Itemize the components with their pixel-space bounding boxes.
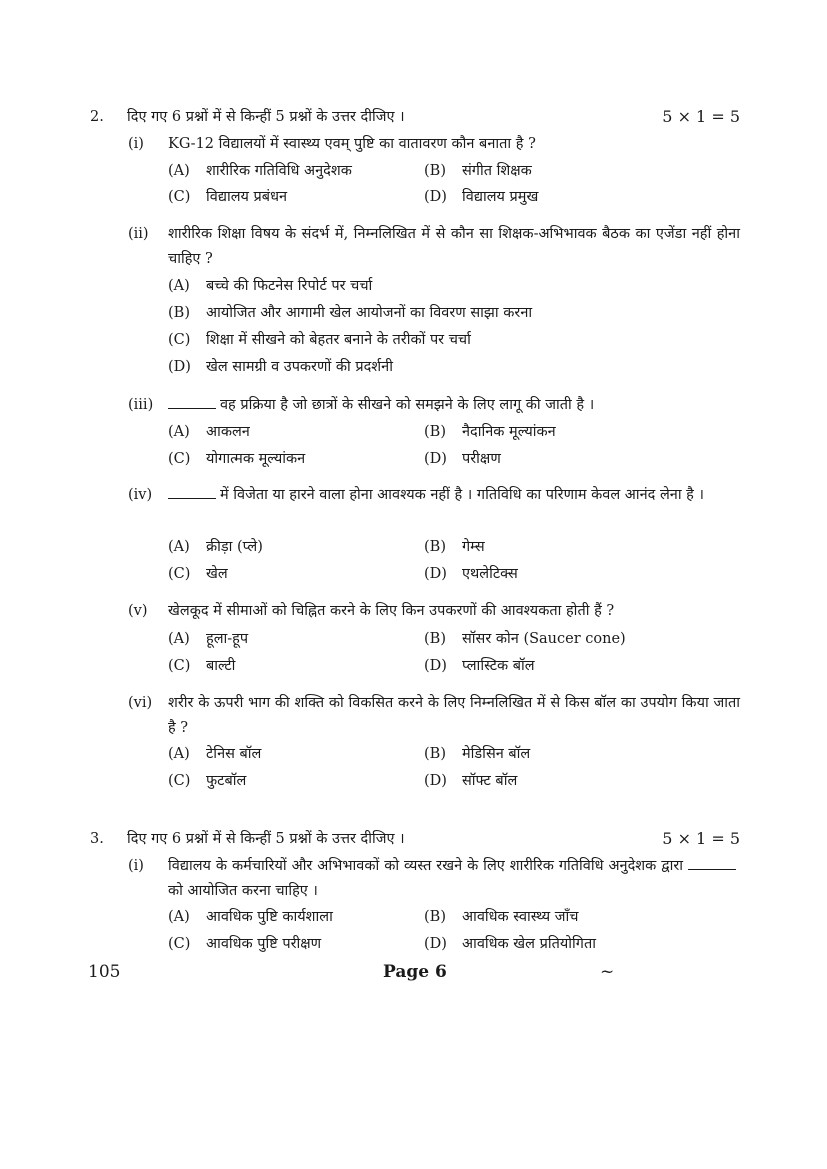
option	[424, 744, 530, 764]
option	[168, 744, 261, 764]
option	[168, 771, 246, 791]
option	[168, 629, 248, 649]
option-label: (A)	[168, 746, 190, 762]
option-label: (B)	[424, 424, 446, 440]
question-text: में विजेता या हारने वाला होना आवश्यक नहीं है । गतिविधि का परिणाम केवल आनंद लेना है ।	[220, 487, 704, 503]
section-number: 2.	[90, 109, 104, 125]
option-label: (A)	[168, 163, 190, 179]
option	[168, 422, 250, 442]
option	[168, 907, 333, 927]
question-number: (ii)	[128, 226, 149, 242]
question-text: विद्यालय के कर्मचारियों और अभिभावकों को व्यस्त रखने के लिए शारीरिक गतिविधि अनुदेशक द्वारा	[168, 858, 684, 874]
option-label: (C)	[168, 451, 191, 467]
option-label: (C)	[168, 658, 191, 674]
question-text: खेलकूद में सीमाओं को चिह्नित करने के लिए किन उपकरणों की आवश्यकता होती हैं ?	[168, 603, 615, 619]
option	[168, 564, 228, 584]
question-text-after: को आयोजित करना चाहिए ।	[168, 883, 318, 899]
section-instruction: दिए गए 6 प्रश्नों में से किन्हीं 5 प्रश्नों के उत्तर दीजिए ।	[127, 831, 405, 847]
option-label: (D)	[424, 658, 447, 674]
question	[128, 393, 740, 418]
option	[424, 537, 485, 557]
option-text: बच्चे की फिटनेस रिपोर्ट पर चर्चा	[206, 278, 373, 294]
option-text: टेनिस बॉल	[206, 746, 262, 762]
question-number: (vi)	[128, 695, 153, 711]
option-label: (D)	[424, 936, 447, 952]
option-label: (A)	[168, 909, 190, 925]
option	[424, 629, 626, 649]
option-text: सॉफ्ट बॉल	[462, 773, 518, 789]
option-text: शारीरिक गतिविधि अनुदेशक	[206, 163, 352, 179]
option-text: आकलन	[206, 424, 250, 440]
option-label: (D)	[424, 566, 447, 582]
option-label: (D)	[424, 451, 447, 467]
option-text: खेल सामग्री व उपकरणों की प्रदर्शनी	[206, 359, 393, 375]
option-text: आवधिक पुष्टि कार्यशाला	[206, 909, 333, 925]
option-text: आयोजित और आगामी खेल आयोजनों का विवरण साझा करना	[206, 305, 533, 321]
question	[128, 599, 740, 624]
option-text: गेम्स	[462, 539, 485, 555]
question-text: वह प्रक्रिया है जो छात्रों के सीखने को समझने के लिए लागू की जाती है ।	[220, 397, 595, 413]
question-number: (i)	[128, 136, 144, 152]
option-text: परीक्षण	[462, 451, 501, 467]
answer-blank	[168, 486, 216, 499]
option	[424, 422, 556, 442]
option-label: (A)	[168, 424, 190, 440]
option-label: (D)	[424, 773, 447, 789]
option	[424, 907, 578, 927]
option	[168, 449, 305, 469]
section-marks: 5 × 1 = 5	[662, 829, 740, 848]
option	[168, 357, 393, 377]
footer-mark: ~	[600, 962, 615, 982]
option-text: शिक्षा में सीखने को बेहतर बनाने के तरीकों पर चर्चा	[206, 332, 471, 348]
option-text: बाल्टी	[206, 658, 236, 674]
option-text: आवधिक पुष्टि परीक्षण	[206, 936, 322, 952]
section-number: 3.	[90, 831, 104, 847]
option	[168, 187, 287, 207]
option-label: (D)	[168, 359, 191, 375]
question-number: (v)	[128, 603, 148, 619]
option	[424, 934, 596, 954]
question	[128, 854, 740, 904]
option-text: संगीत शिक्षक	[462, 163, 532, 179]
option-text: प्लास्टिक बॉल	[462, 658, 535, 674]
question-text: शरीर के ऊपरी भाग की शक्ति को विकसित करने के लिए निम्नलिखित में से किस बॉल का उपयोग किया जाता है ?	[168, 695, 740, 736]
answer-blank	[168, 396, 216, 409]
question	[128, 132, 740, 157]
question-text: KG-12 विद्यालयों में स्वास्थ्य एवम् पुष्टि का वातावरण कौन बनाता है ?	[168, 136, 536, 152]
option	[168, 303, 532, 323]
option-label: (C)	[168, 189, 191, 205]
option-text: सॉसर कोन (Saucer cone)	[462, 631, 626, 647]
option-label: (C)	[168, 566, 191, 582]
option	[168, 934, 321, 954]
option	[168, 537, 263, 557]
option-label: (C)	[168, 936, 191, 952]
option-label: (B)	[424, 163, 446, 179]
option	[168, 161, 352, 181]
answer-blank	[688, 857, 736, 870]
option-label: (C)	[168, 773, 191, 789]
question-number: (iii)	[128, 397, 154, 413]
option-text: फुटबॉल	[206, 773, 247, 789]
option-label: (C)	[168, 332, 191, 348]
option-label: (B)	[424, 909, 446, 925]
option-text: मेडिसिन बॉल	[462, 746, 531, 762]
option-label: (B)	[168, 305, 190, 321]
option	[424, 771, 517, 791]
page-number: Page 6	[383, 962, 447, 982]
section-instruction: दिए गए 6 प्रश्नों में से किन्हीं 5 प्रश्नों के उत्तर दीजिए ।	[127, 109, 405, 125]
option	[424, 161, 532, 181]
option-label: (A)	[168, 278, 190, 294]
question-number: (i)	[128, 858, 144, 874]
question	[128, 691, 740, 741]
option-text: आवधिक स्वास्थ्य जाँच	[462, 909, 579, 925]
section-marks: 5 × 1 = 5	[662, 107, 740, 126]
option	[168, 276, 372, 296]
question-text: शारीरिक शिक्षा विषय के संदर्भ में, निम्नलिखित में से कौन सा शिक्षक-अभिभावक बैठक का एजेंडा नहीं होना चाहिए ?	[168, 226, 740, 267]
option-text: क्रीड़ा (प्ले)	[206, 539, 263, 555]
option-text: विद्यालय प्रमुख	[462, 189, 539, 205]
question-number: (iv)	[128, 487, 153, 503]
option	[424, 656, 535, 676]
option	[168, 330, 471, 350]
option-label: (B)	[424, 746, 446, 762]
option	[424, 449, 501, 469]
option-text: खेल	[206, 566, 228, 582]
option-text: एथलेटिक्स	[462, 566, 518, 582]
option-text: योगात्मक मूल्यांकन	[206, 451, 306, 467]
option	[424, 187, 538, 207]
option-label: (A)	[168, 539, 190, 555]
option-text: विद्यालय प्रबंधन	[206, 189, 288, 205]
paper-code: 105	[88, 962, 121, 982]
option-label: (D)	[424, 189, 447, 205]
option-label: (B)	[424, 539, 446, 555]
option-text: नैदानिक मूल्यांकन	[462, 424, 556, 440]
option-label: (A)	[168, 631, 190, 647]
question	[128, 483, 740, 508]
option	[168, 656, 235, 676]
option-text: हूला-हूप	[206, 631, 249, 647]
option-text: आवधिक खेल प्रतियोगिता	[462, 936, 596, 952]
option-label: (B)	[424, 631, 446, 647]
option	[424, 564, 518, 584]
question	[128, 222, 740, 272]
